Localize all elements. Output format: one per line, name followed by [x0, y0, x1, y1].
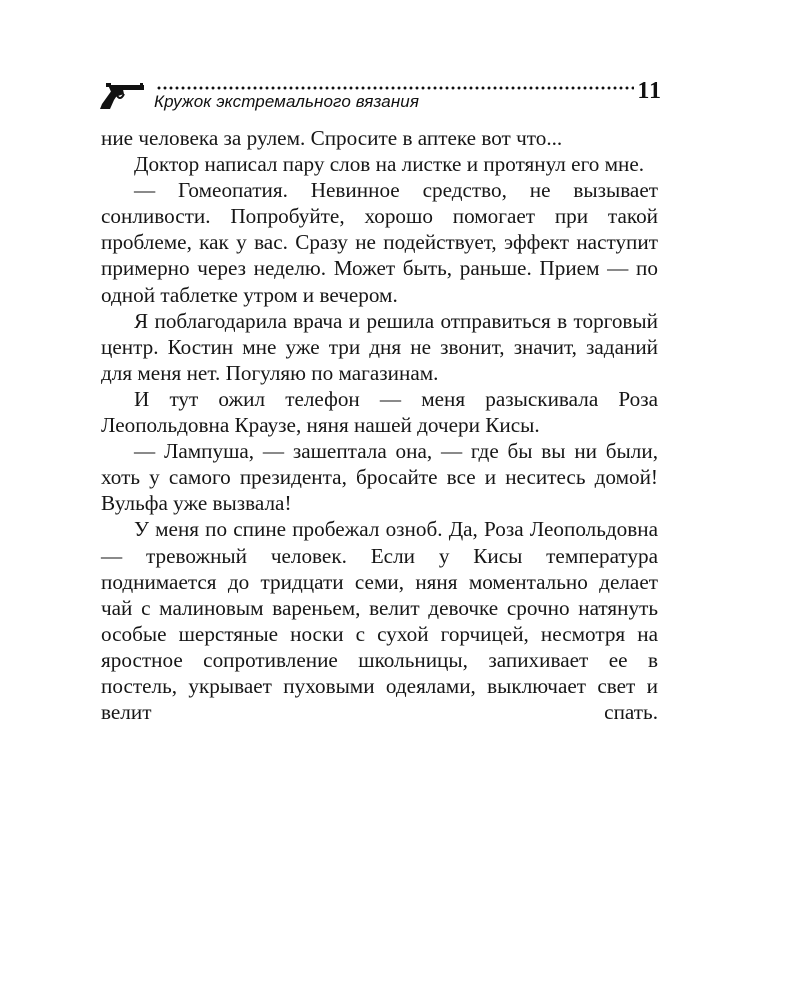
page-header	[98, 80, 664, 120]
dotted-rule	[156, 86, 634, 90]
paragraph: Доктор написал пару слов на листке и протянул его мне.	[134, 152, 645, 177]
revolver-icon	[98, 82, 146, 110]
paragraph: ние человека за рулем. Спросите в аптеке вот что...	[101, 126, 563, 150]
page-number: 11	[637, 78, 662, 104]
running-title: Кружок экстремального вязания	[154, 92, 420, 111]
paragraph: — Гомеопатия. Невинное средство, не вызывает сонливости. Попробуйте, хорошо помогает при такой проблеме, как у вас. Сразу не подействует, эффект наступит примерно через неделю. Может быть, раньше. Прием — по одной таблетке утром и вечером.	[101, 178, 658, 307]
paragraph: — Лампуша, — зашептала она, — где бы вы ни были, хоть у самого президента, бросайте все и неситесь домой! Вульфа уже вызвала!	[101, 439, 658, 516]
paragraph: И тут ожил телефон — меня разыскивала Роза Леопольдовна Краузе, няня нашей дочери Кисы.	[101, 386, 658, 438]
paragraph: Я поблагодарила врача и решила отправиться в торговый центр. Костин мне уже три дня не звонит, значит, заданий для меня нет. Погуляю по магазинам.	[101, 308, 658, 385]
body-text	[101, 125, 658, 725]
paragraph: У меня по спине пробежал озноб. Да, Роза Леопольдовна — тревожный человек. Если у Кисы температура поднимается до тридцати семи, няня моментально делает чай с малиновым вареньем, велит девочке срочно натянуть особые шерстяные носки с сухой горчицей, несмотря на яростное сопротивление школьницы, запихивает ее в постель, укрывает пуховыми одеялами, выключает свет и велит спать.	[101, 517, 658, 725]
